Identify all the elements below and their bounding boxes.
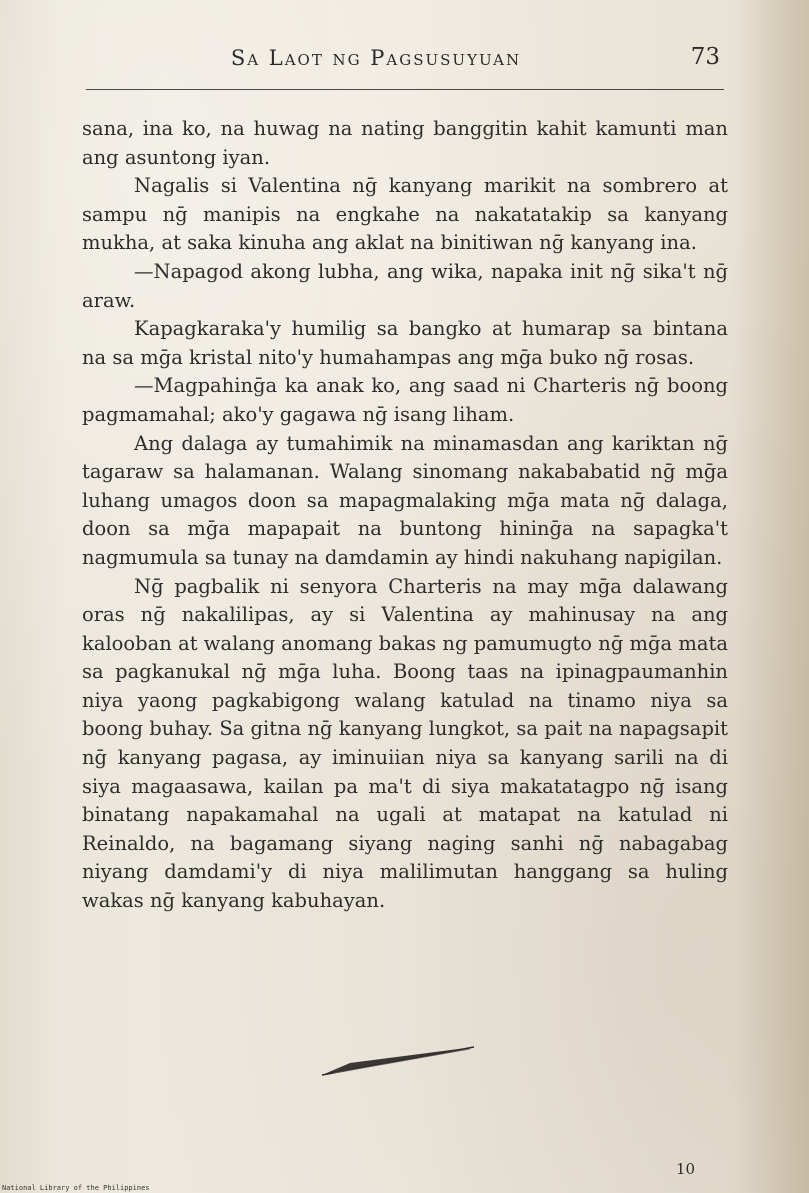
body-text (82, 115, 728, 916)
paragraph: —Magpahinḡa ka anak ko, ang saad ni Charteris nḡ boong pagmamahal; ako'y gagawa nḡ isang liham. (82, 374, 728, 426)
paragraph: —Napagod akong lubha, ang wika, napaka init nḡ sika't nḡ araw. (82, 259, 728, 312)
page-number: 73 (690, 44, 720, 70)
running-title: Sa Laot ng Pagsusuyuan (230, 46, 522, 70)
page-header (86, 40, 726, 80)
end-ornament (320, 1043, 476, 1079)
paragraph: Nagalis si Valentina nḡ kanyang marikit na sombrero at sampu nḡ manipis na engkahe na nakatatakip sa kanyang mukha, at saka kinuha ang aklat na binitiwan nḡ kanyang ina. (82, 174, 728, 255)
header-rule (86, 89, 724, 90)
paragraph: Ang dalaga ay tumahimik na minamasdan ang kariktan nḡ tagaraw sa halamanan. Walang sinomang nakababatid nḡ mḡa luhang umagos doon sa mapagmalaking mḡa mata nḡ dalaga, doon sa mḡa mapapait na buntong hininḡa na sapagka't nagmumula sa tunay na damdamin ay hindi nakuhang napigilan. (82, 431, 728, 569)
paragraph: Kapagkaraka'y humilig sa bangko at humarap sa bintana na sa mḡa kristal nito'y humahampas ang mḡa buko nḡ rosas. (82, 317, 728, 369)
footer-credit: National Library of the Philippines (2, 1184, 150, 1192)
paragraph: Nḡ pagbalik ni senyora Charteris na may mḡa dalawang oras nḡ nakalilipas, ay si Valentina ay mahinusay na ang kalooban at walang anomang bakas ng pamumugto nḡ mḡa mata sa pagkanukal nḡ mḡa luha. Boong taas na ipinagpaumanhin niya yaong pagkabigong walang katulad na tinamo niya sa boong buhay. Sa gitna nḡ kanyang lungkot, sa pait na napagsapit nḡ kanyang pagasa, ay iminuiian niya sa kanyang sarili na di siya magaasawa, kailan pa ma't di siya makatatagpo nḡ isang binatang napakamahal na ugali at matapat na katulad ni Reinaldo, na bagamang siyang naging sanhi nḡ nabagabag niyang damdami'y di niya malilimutan hanggang sa huling wakas nḡ kanyang kabuhayan. (82, 574, 728, 913)
paragraph: sana, ina ko, na huwag na nating banggitin kahit kamunti man ang asuntong iyan. (82, 117, 728, 169)
signature-mark: 10 (676, 1160, 696, 1178)
